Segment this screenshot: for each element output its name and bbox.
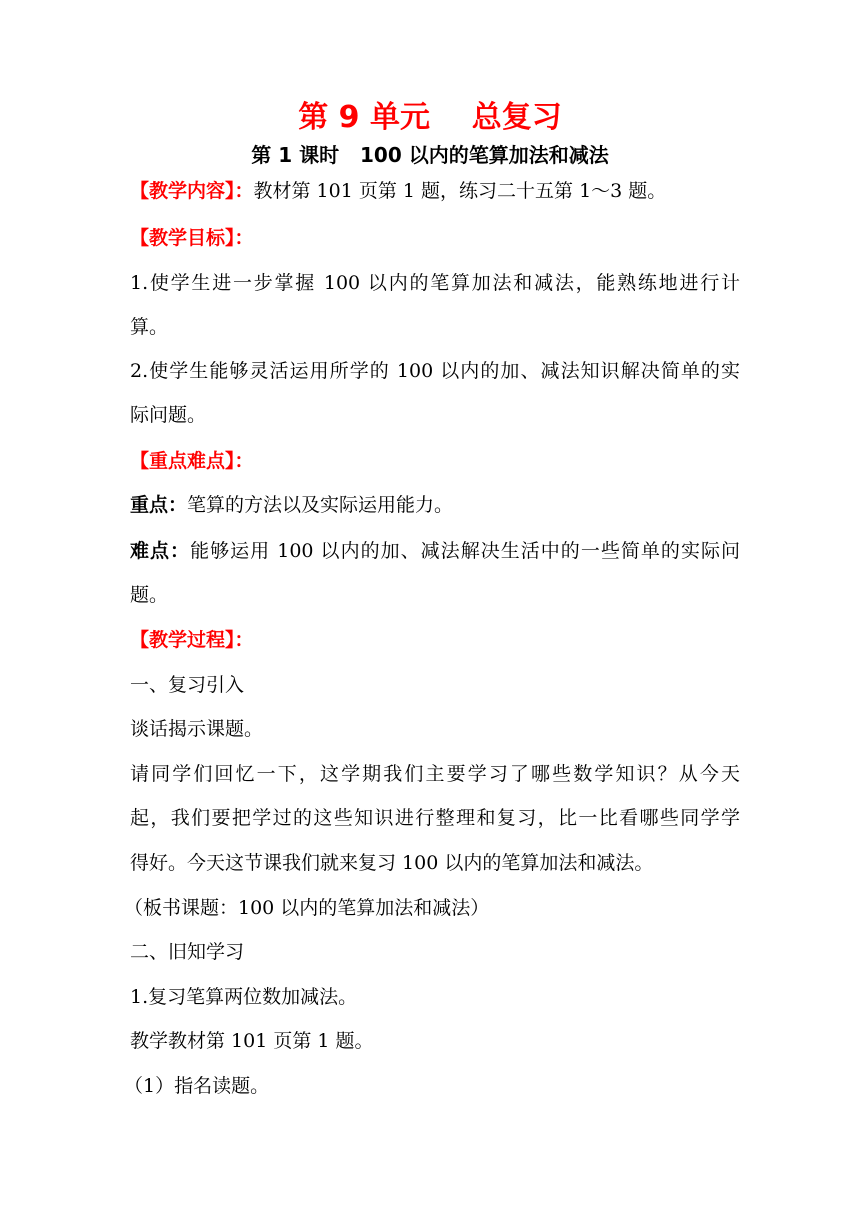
difficulty-label: 难点： bbox=[130, 540, 191, 562]
unit-title: 第 9 单元 总复习 bbox=[298, 100, 562, 135]
key-point-line bbox=[130, 490, 740, 520]
teaching-objectives-label bbox=[130, 223, 740, 253]
key-point-text: 笔算的方法以及实际运用能力。 bbox=[187, 494, 454, 516]
difficulty-text-1: 能够运用 100 以内的加、减法解决生活中的一些简单的实际问 bbox=[190, 540, 740, 562]
item-1-sub-1-line: （1）指名读题。 bbox=[124, 1075, 270, 1097]
difficulty-line-1 bbox=[130, 536, 740, 566]
section-2-heading: 二、旧知学习 bbox=[130, 941, 245, 963]
objectives-label-text: 【教学目标】： bbox=[130, 227, 254, 249]
key-point-label: 重点： bbox=[130, 494, 188, 516]
keypoints-label-text: 【重点难点】： bbox=[130, 450, 254, 472]
objective-1-line-2: 算。 bbox=[130, 316, 169, 338]
talk-line: 谈话揭示课题。 bbox=[130, 718, 264, 740]
section-1-heading: 一、复习引入 bbox=[130, 674, 245, 696]
item-1-line: 1.复习笔算两位数加减法。 bbox=[130, 986, 358, 1008]
key-difficult-points-label bbox=[130, 446, 740, 476]
teaching-content-line bbox=[130, 176, 740, 206]
paragraph-line-3: 得好。今天这节课我们就来复习 100 以内的笔算加法和减法。 bbox=[130, 852, 654, 874]
process-label-text: 【教学过程】： bbox=[130, 629, 254, 651]
paragraph-line-2: 起，我们要把学过的这些知识进行整理和复习，比一比看哪些同学学 bbox=[130, 807, 740, 829]
teaching-content-text: 教材第 101 页第 1 题，练习二十五第 1～3 题。 bbox=[253, 180, 667, 202]
objective-1-line-1: 1.使学生进一步掌握 100 以内的笔算加法和减法，能熟练地进行计 bbox=[130, 272, 740, 294]
objective-2-line-2: 际问题。 bbox=[130, 404, 207, 426]
teaching-content-label: 【教学内容】： bbox=[130, 180, 254, 202]
paragraph-line-1: 请同学们回忆一下，这学期我们主要学习了哪些数学知识？从今天 bbox=[130, 763, 740, 785]
item-1-text-line: 教学教材第 101 页第 1 题。 bbox=[130, 1030, 374, 1052]
difficulty-line-2: 题。 bbox=[130, 584, 169, 606]
objective-2-line-1: 2.使学生能够灵活运用所学的 100 以内的加、减法知识解决简单的实 bbox=[130, 360, 740, 382]
board-title-line: （板书课题：100 以内的笔算加法和减法） bbox=[124, 897, 490, 919]
lesson-subtitle: 第 1 课时 100 以内的笔算加法和减法 bbox=[251, 143, 609, 167]
teaching-process-label bbox=[130, 625, 740, 655]
